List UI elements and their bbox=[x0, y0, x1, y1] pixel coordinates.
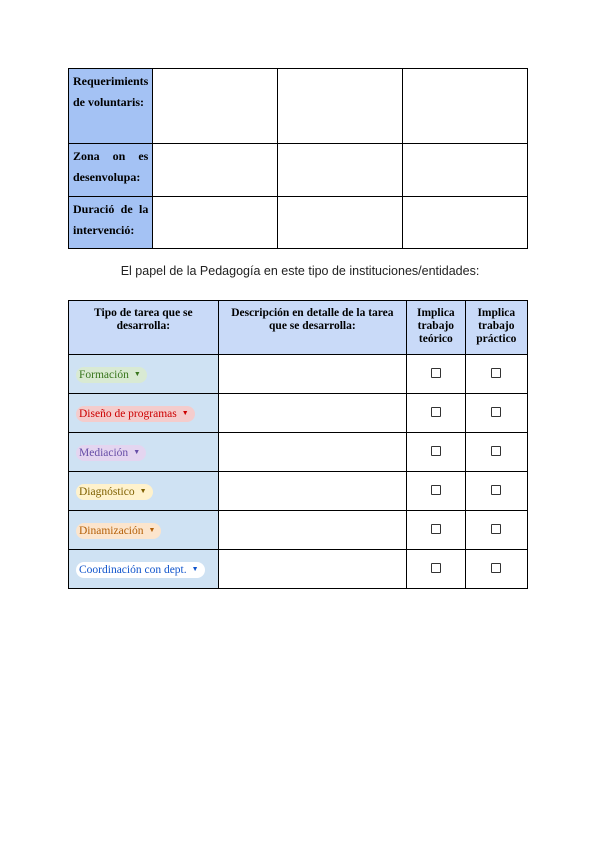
table-row bbox=[69, 550, 528, 589]
theory-cell bbox=[407, 511, 466, 550]
table-cell[interactable] bbox=[278, 197, 403, 249]
triangle-down-icon: ▼ bbox=[133, 448, 141, 457]
theory-cell bbox=[407, 472, 466, 511]
task-type-dropdown[interactable] bbox=[76, 484, 153, 500]
description-cell[interactable] bbox=[218, 472, 406, 511]
task-type-dropdown[interactable] bbox=[76, 562, 205, 578]
row-label-duration: Duració de la intervenció: bbox=[69, 197, 153, 249]
table-row bbox=[69, 394, 528, 433]
type-cell bbox=[69, 550, 219, 589]
practice-cell bbox=[465, 394, 527, 433]
table-row bbox=[69, 197, 528, 249]
triangle-down-icon: ▼ bbox=[139, 487, 147, 496]
table-cell[interactable] bbox=[403, 144, 528, 197]
pedagogy-tasks-table bbox=[68, 300, 528, 589]
theory-checkbox[interactable] bbox=[431, 368, 441, 378]
chip-label: Coordinación con dept. bbox=[79, 563, 187, 576]
header-theory: Implica trabajo teórico bbox=[407, 301, 466, 355]
header-practice: Implica trabajo práctico bbox=[465, 301, 527, 355]
practice-cell bbox=[465, 433, 527, 472]
table-row bbox=[69, 69, 528, 144]
practice-checkbox[interactable] bbox=[491, 407, 501, 417]
theory-checkbox[interactable] bbox=[431, 446, 441, 456]
header-task-type: Tipo de tarea que se desarrolla: bbox=[69, 301, 219, 355]
triangle-down-icon: ▼ bbox=[148, 526, 156, 535]
theory-cell bbox=[407, 433, 466, 472]
task-type-dropdown[interactable] bbox=[76, 406, 195, 422]
table-row bbox=[69, 355, 528, 394]
volunteer-info-table bbox=[68, 68, 528, 249]
table-cell[interactable] bbox=[403, 69, 528, 144]
type-cell bbox=[69, 433, 219, 472]
practice-checkbox[interactable] bbox=[491, 485, 501, 495]
description-cell[interactable] bbox=[218, 550, 406, 589]
task-type-dropdown[interactable] bbox=[76, 367, 147, 383]
row-label-requirements: Requerimients de voluntaris: bbox=[69, 69, 153, 144]
theory-checkbox[interactable] bbox=[431, 524, 441, 534]
table-cell[interactable] bbox=[153, 197, 278, 249]
theory-cell bbox=[407, 355, 466, 394]
table-row bbox=[69, 511, 528, 550]
triangle-down-icon: ▼ bbox=[133, 370, 141, 379]
practice-checkbox[interactable] bbox=[491, 524, 501, 534]
triangle-down-icon: ▼ bbox=[181, 409, 189, 418]
practice-cell bbox=[465, 472, 527, 511]
table-cell[interactable] bbox=[403, 197, 528, 249]
type-cell bbox=[69, 394, 219, 433]
description-cell[interactable] bbox=[218, 394, 406, 433]
theory-cell bbox=[407, 550, 466, 589]
theory-checkbox[interactable] bbox=[431, 407, 441, 417]
task-type-dropdown[interactable] bbox=[76, 523, 161, 539]
practice-checkbox[interactable] bbox=[491, 563, 501, 573]
theory-checkbox[interactable] bbox=[431, 485, 441, 495]
section-caption: El papel de la Pedagogía en este tipo de instituciones/entidades: bbox=[120, 264, 480, 278]
task-type-dropdown[interactable] bbox=[76, 445, 146, 461]
practice-cell bbox=[465, 355, 527, 394]
table-row bbox=[69, 472, 528, 511]
chip-label: Diseño de programas bbox=[79, 407, 177, 420]
chip-label: Formación bbox=[79, 368, 129, 381]
theory-cell bbox=[407, 394, 466, 433]
chip-label: Dinamización bbox=[79, 524, 144, 537]
type-cell bbox=[69, 511, 219, 550]
table-header-row bbox=[69, 301, 528, 355]
practice-cell bbox=[465, 550, 527, 589]
description-cell[interactable] bbox=[218, 433, 406, 472]
practice-checkbox[interactable] bbox=[491, 446, 501, 456]
description-cell[interactable] bbox=[218, 355, 406, 394]
description-cell[interactable] bbox=[218, 511, 406, 550]
table-row bbox=[69, 144, 528, 197]
triangle-down-icon: ▼ bbox=[191, 565, 199, 574]
practice-cell bbox=[465, 511, 527, 550]
chip-label: Mediación bbox=[79, 446, 129, 459]
type-cell bbox=[69, 355, 219, 394]
practice-checkbox[interactable] bbox=[491, 368, 501, 378]
chip-label: Diagnóstico bbox=[79, 485, 135, 498]
table-cell[interactable] bbox=[153, 69, 278, 144]
table-cell[interactable] bbox=[278, 144, 403, 197]
header-description: Descripción en detalle de la tarea que se desarrolla: bbox=[218, 301, 406, 355]
table-cell[interactable] bbox=[153, 144, 278, 197]
table-cell[interactable] bbox=[278, 69, 403, 144]
row-label-zone: Zona on es desenvolupa: bbox=[69, 144, 153, 197]
type-cell bbox=[69, 472, 219, 511]
table-row bbox=[69, 433, 528, 472]
theory-checkbox[interactable] bbox=[431, 563, 441, 573]
